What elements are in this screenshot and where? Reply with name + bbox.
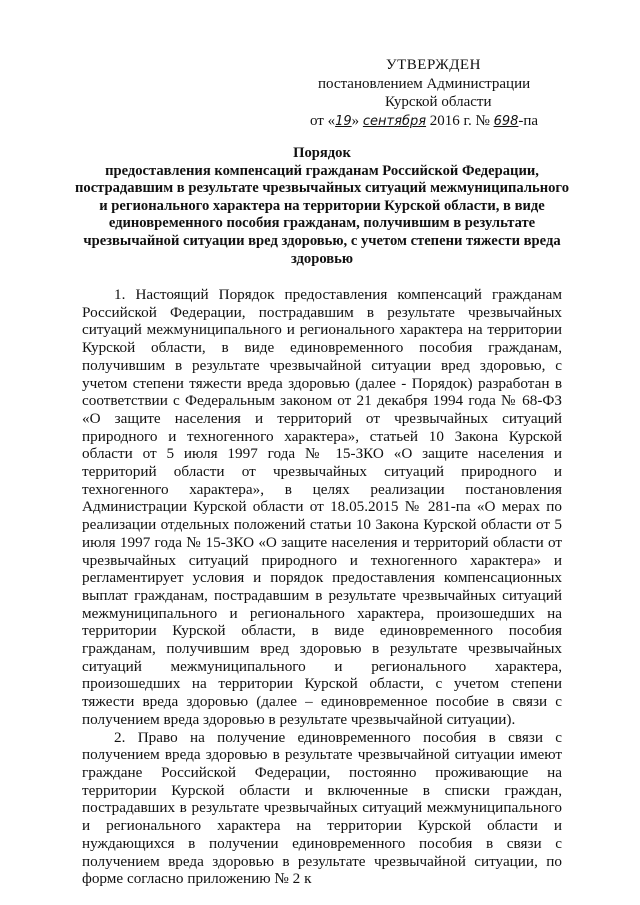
date-month: сентября bbox=[362, 113, 427, 129]
approval-issuer: постановлением Администрации bbox=[318, 75, 531, 92]
date-day: 19 bbox=[335, 113, 352, 129]
date-year: 2016 г. № bbox=[429, 112, 490, 129]
date-prefix: от « bbox=[310, 112, 336, 129]
approval-date-number bbox=[300, 112, 600, 132]
paragraph-1: 1. Настоящий Порядок предоставления компенсаций гражданам Российской Федерации, пострадавшим в результате чрезвычайных ситуаций межмуниципального и регионального характера на территории Курской области, в виде единовременного пособия гражданам, получившим в результате чрезвычайной ситуации вред здоровью, с учетом степени тяжести вреда здоровью (далее - Порядок) разработан в соответствии с Федеральным законом от 21 декабря 1994 года № 68-ФЗ «О защите населения и территорий от чрезвычайных ситуаций природного и техногенного характера», статьей 10 Закона Курской области от 5 июля 1997 года № 15-ЗКО «О защите населения и территорий области от чрезвычайных ситуаций природного и техногенного характера», в целях реализации постановления Администрации Курской области от 18.05.2015 № 281-па «О мерах по реализации отдельных положений статьи 10 Закона Курской области от 5 июля 1997 года № 15-ЗКО «О защите населения и территорий области от чрезвычайных ситуаций природного и техногенного характера» и регламентирует условия и порядок предоставления компенсационных выплат гражданам, пострадавшим в результате чрезвычайных ситуаций межмуниципального и регионального характера, произошедших на территории Курской области, в виде единовременного пособия гражданам, получившим вред здоровью в результате чрезвычайных ситуаций межмуниципального и регионального характера, произошедших на территории Курской области, с учетом степени тяжести вреда здоровью (далее – единовременное пособие в связи с получением вреда здоровью в результате чрезвычайной ситуации). bbox=[82, 286, 562, 728]
decree-suffix: -па bbox=[518, 112, 539, 129]
paragraph-2: 2. Право на получение единовременного пособия в связи с получением вреда здоровью в результате чрезвычайной ситуации имеют граждане Российской Федерации, постоянно проживающие на территории Курской области и включенные в списки граждан, пострадавших в результате чрезвычайных ситуаций межмуниципального и регионального характера на территории Курской области и нуждающихся в получении единовременного пособия в связи с получением вреда здоровью в результате чрезвычайной ситуации, по форме согласно приложению № 2 к bbox=[82, 728, 562, 888]
approval-region: Курской области bbox=[385, 94, 492, 110]
document-subtitle: предоставления компенсаций гражданам Российской Федерации, пострадавшим в результате чрезвычайных ситуаций межмуниципального и регионального характера на территории Курской области, в виде единовременного пособия гражданам, получившим в результате чрезвычайной ситуации вред здоровью, с учетом степени тяжести вреда здоровью bbox=[74, 162, 569, 267]
document-title-block bbox=[72, 145, 572, 268]
approval-stamp bbox=[300, 56, 600, 131]
document-body bbox=[82, 286, 562, 888]
approval-title: УТВЕРЖДЕН bbox=[386, 57, 481, 73]
decree-number: 698 bbox=[493, 113, 519, 129]
date-mid: » bbox=[351, 112, 360, 129]
document-heading: Порядок bbox=[293, 145, 351, 161]
